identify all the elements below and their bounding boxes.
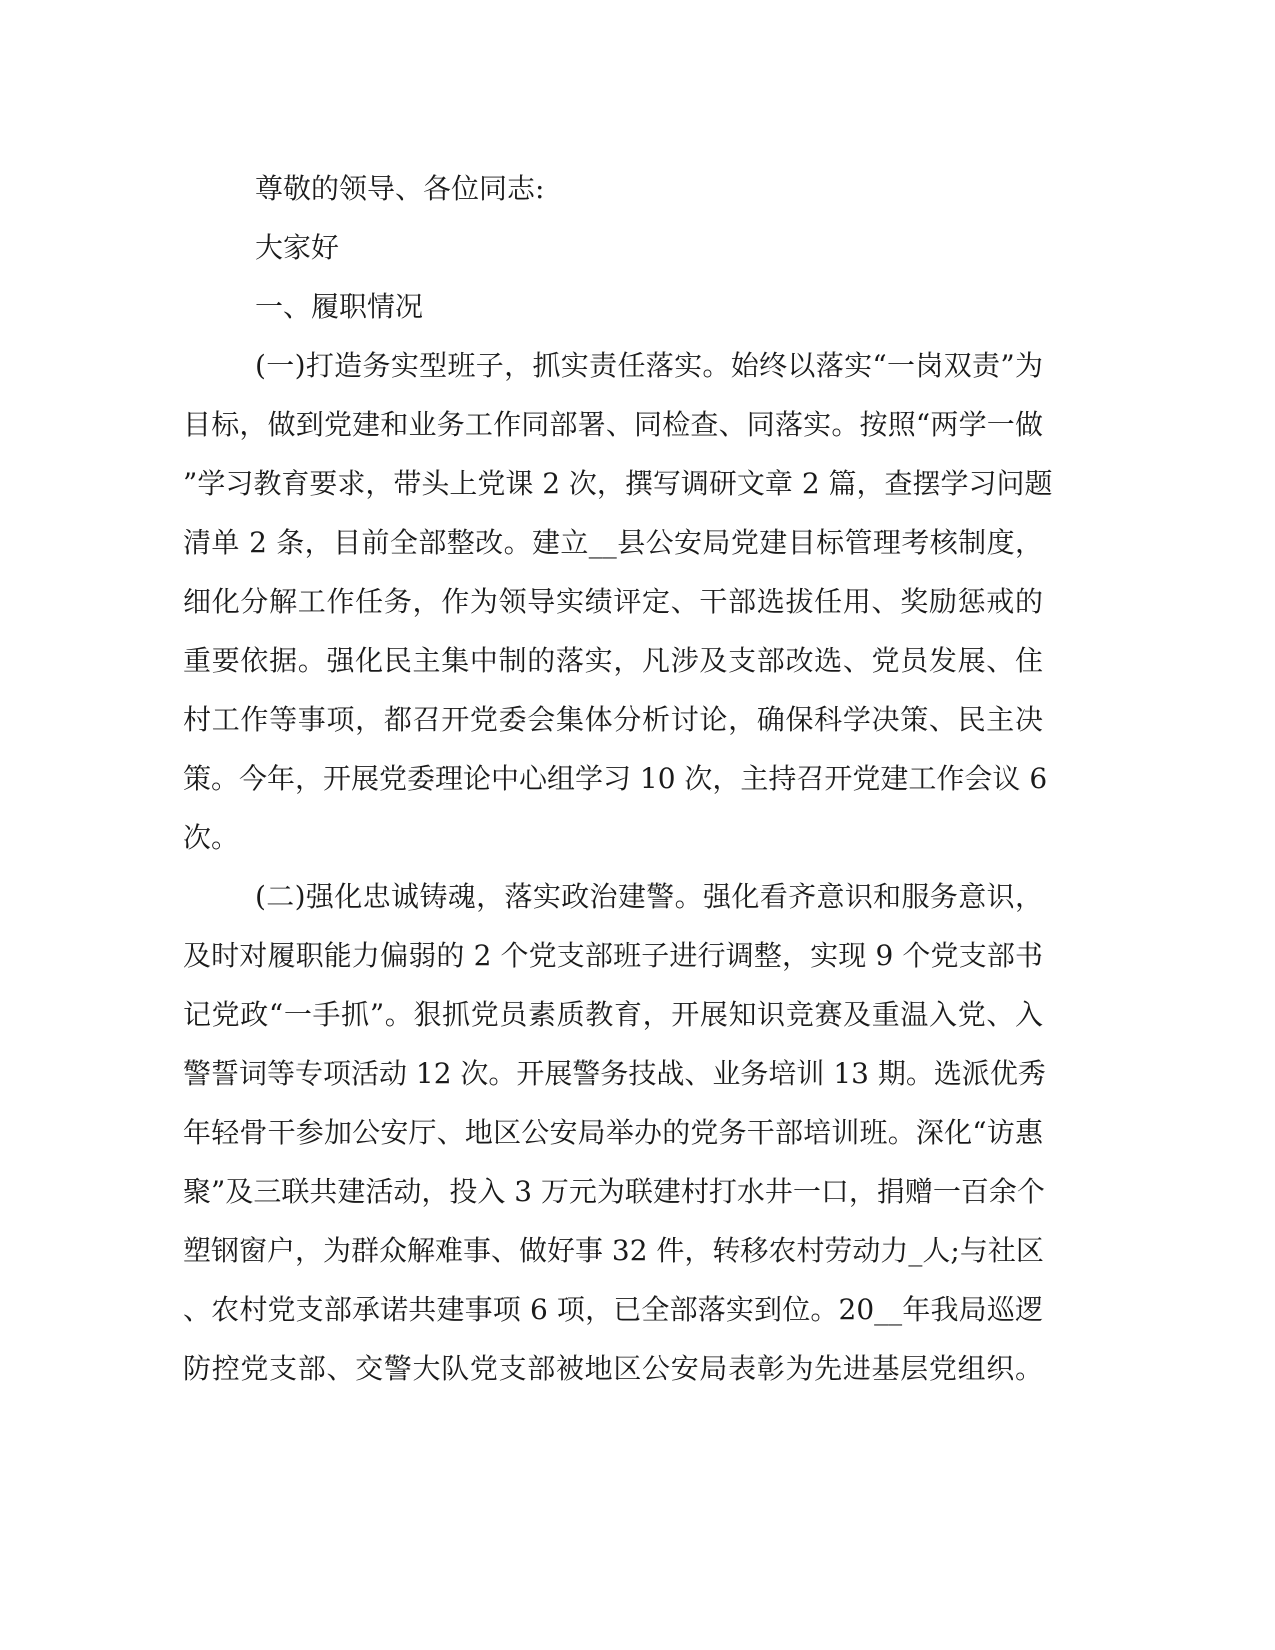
paragraph2-line: 记党政“一手抓”。狠抓党员素质教育，开展知识竞赛及重温入党、入 <box>183 998 1043 1031</box>
paragraph2-line: 及时对履职能力偏弱的 2 个党支部班子进行调整，实现 9 个党支部书 <box>183 939 1043 972</box>
paragraph2-line: 警誓词等专项活动 12 次。开展警务技战、业务培训 13 期。选派优秀 <box>183 1057 1046 1090</box>
paragraph2-line: (二)强化忠诚铸魂，落实政治建警。强化看齐意识和服务意识， <box>255 880 1043 913</box>
section-heading: 一、履职情况 <box>255 290 424 323</box>
paragraph2-line: 聚”及三联共建活动，投入 3 万元为联建村打水井一口，捐赠一百余个 <box>183 1175 1045 1208</box>
paragraph1-line: 清单 2 条，目前全部整改。建立__县公安局党建目标管理考核制度， <box>183 526 1043 559</box>
paragraph1-line: (一)打造务实型班子，抓实责任落实。始终以落实“一岗双责”为 <box>255 349 1043 382</box>
paragraph2-line: 塑钢窗户，为群众解难事、做好事 32 件，转移农村劳动力_人;与社区 <box>183 1234 1044 1267</box>
paragraph1-line: ”学习教育要求，带头上党课 2 次，撰写调研文章 2 篇，查摆学习问题 <box>183 467 1053 500</box>
paragraph1-line: 村工作等事项，都召开党委会集体分析讨论，确保科学决策、民主决 <box>183 703 1043 736</box>
paragraph2-line: 、农村党支部承诺共建事项 6 项，已全部落实到位。20__年我局巡逻 <box>183 1293 1043 1326</box>
paragraph1-line: 策。今年，开展党委理论中心组学习 10 次，主持召开党建工作会议 6 <box>183 762 1048 795</box>
paragraph2-line: 年轻骨干参加公安厅、地区公安局举办的党务干部培训班。深化“访惠 <box>183 1116 1043 1149</box>
paragraph2-line: 防控党支部、交警大队党支部被地区公安局表彰为先进基层党组织。 <box>183 1352 1043 1385</box>
greeting-line: 尊敬的领导、各位同志: <box>255 172 545 205</box>
salutation-line: 大家好 <box>255 231 340 264</box>
document-body <box>183 159 1053 1398</box>
paragraph1-line: 次。 <box>183 821 240 854</box>
paragraph1-line: 细化分解工作任务，作为领导实绩评定、干部选拔任用、奖励惩戒的 <box>183 585 1043 618</box>
paragraph1-line: 目标，做到党建和业务工作同部署、同检查、同落实。按照“两学一做 <box>183 408 1043 441</box>
paragraph1-line: 重要依据。强化民主集中制的落实，凡涉及支部改选、党员发展、住 <box>183 644 1043 677</box>
